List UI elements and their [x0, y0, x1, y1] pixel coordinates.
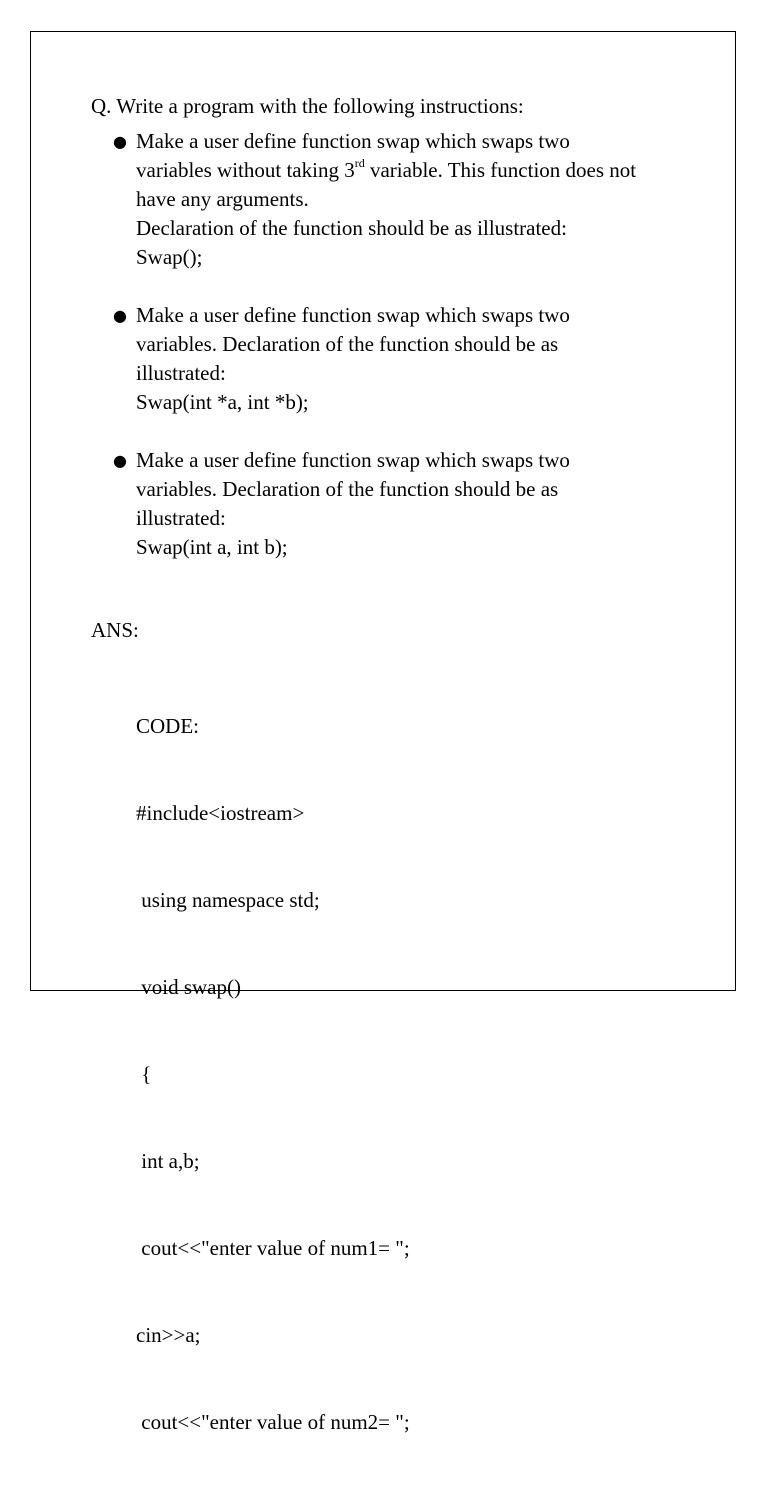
answer-section: [91, 616, 711, 1495]
ordinal-superscript: rd: [354, 156, 365, 170]
instruction-item-2: [91, 301, 711, 417]
bullet-icon: ●: [113, 306, 127, 325]
instruction-text: variable. This function does not: [364, 158, 637, 182]
bullet-icon: ●: [113, 132, 127, 151]
instruction-line: [136, 156, 711, 185]
instruction-item-3: [91, 446, 711, 562]
function-declaration: Swap(int a, int b);: [136, 535, 288, 559]
instruction-line: Declaration of the function should be as illustrated:: [136, 216, 567, 240]
code-block: [136, 654, 711, 1495]
code-line: using namespace std;: [136, 888, 320, 912]
question-title: Q. Write a program with the following instructions:: [91, 94, 524, 118]
instruction-line: Make a user define function swap which swaps two: [136, 129, 570, 153]
function-declaration: Swap(int *a, int *b);: [136, 390, 309, 414]
code-line: int a,b;: [136, 1149, 200, 1173]
instruction-line: illustrated:: [136, 361, 226, 385]
instruction-item-1: [91, 127, 711, 272]
answer-label: ANS:: [91, 618, 139, 642]
function-declaration: Swap();: [136, 245, 203, 269]
code-line: cin>>a;: [136, 1323, 201, 1347]
question-section: [91, 92, 711, 591]
code-line: void swap(): [136, 975, 241, 999]
code-line: {: [136, 1062, 152, 1086]
instruction-line: have any arguments.: [136, 187, 309, 211]
instruction-line: variables. Declaration of the function should be as: [136, 477, 559, 501]
instruction-text: variables without taking 3: [136, 158, 355, 182]
code-line: cout<<"enter value of num2= ";: [136, 1410, 410, 1434]
instruction-list: [91, 127, 711, 562]
instruction-line: Make a user define function swap which swaps two: [136, 303, 570, 327]
instruction-line: illustrated:: [136, 506, 226, 530]
bullet-icon: ●: [113, 451, 127, 470]
instruction-line: Make a user define function swap which swaps two: [136, 448, 570, 472]
code-line: CODE:: [136, 714, 199, 738]
code-line: #include<iostream>: [136, 801, 305, 825]
code-line: cout<<"enter value of num1= ";: [136, 1236, 410, 1260]
instruction-line: variables. Declaration of the function should be as: [136, 332, 559, 356]
